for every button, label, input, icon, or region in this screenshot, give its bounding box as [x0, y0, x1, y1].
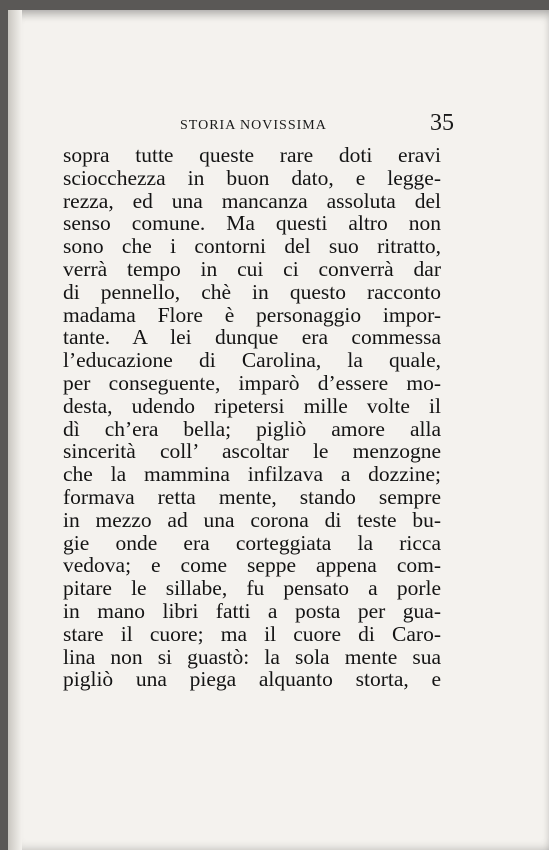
text-line: che la mammina infilzava a dozzine;	[63, 462, 441, 487]
text-line: in mano libri fatti a posta per gua-	[63, 598, 441, 623]
page-edge-shadow	[8, 10, 22, 850]
text-line: di pennello, chè in questo racconto	[63, 279, 441, 304]
text-line: in mezzo ad una corona di teste bu-	[63, 507, 441, 532]
text-line: sopra tutte queste rare doti eravi	[63, 143, 441, 167]
text-line: gie onde era corteggiata la ricca	[63, 530, 441, 555]
body-text	[63, 144, 441, 691]
text-line: vedova; e come seppe appena com-	[63, 553, 441, 578]
text-line: senso comune. Ma questi altro non	[63, 211, 441, 236]
running-head	[68, 110, 454, 140]
running-title: STORIA NOVISSIMA	[180, 118, 327, 133]
book-page	[8, 10, 549, 850]
text-line: dì ch’era bella; pigliò amore alla	[63, 416, 441, 441]
text-line: pigliò una piega alquanto storta, e	[63, 667, 441, 692]
text-line: formava retta mente, stando sempre	[63, 484, 441, 509]
text-line: sono che i contorni del suo ritratto,	[63, 234, 441, 259]
text-line: rezza, ed una mancanza assoluta del	[63, 188, 441, 213]
text-line: sincerità coll’ ascoltar le menzogne	[63, 439, 441, 464]
text-line: per conseguente, imparò d’essere mo-	[63, 370, 441, 395]
page-number: 35	[430, 110, 454, 136]
text-line: pitare le sillabe, fu pensato a porle	[63, 576, 441, 601]
text-line: verrà tempo in cui ci converrà dar	[63, 256, 441, 281]
text-line: tante. A lei dunque era commessa	[63, 325, 441, 350]
text-line: l’educazione di Carolina, la quale,	[63, 348, 441, 373]
text-line: madama Flore è personaggio impor-	[63, 302, 441, 327]
text-line: desta, udendo ripetersi mille volte il	[63, 393, 441, 418]
text-line: lina non si guastò: la sola mente sua	[63, 644, 441, 669]
text-line: sciocchezza in buon dato, e legge-	[63, 165, 441, 190]
text-line: stare il cuore; ma il cuore di Caro-	[63, 621, 441, 646]
